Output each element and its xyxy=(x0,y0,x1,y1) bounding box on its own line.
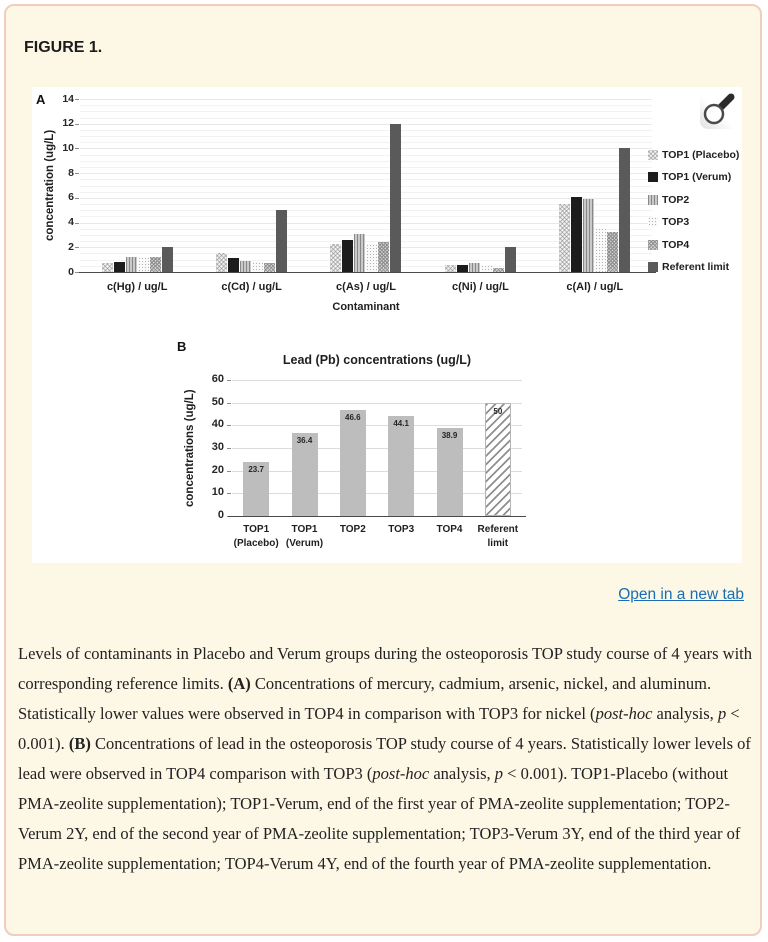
bar xyxy=(559,204,570,272)
figure-actions xyxy=(618,586,744,604)
caption-segment: post-hoc xyxy=(595,704,653,723)
y-tick-label: 60 xyxy=(211,373,224,385)
y-tick-mark xyxy=(75,198,79,199)
bar-value-label: 46.6 xyxy=(345,413,361,423)
legend-label: TOP1 (Verum) xyxy=(662,171,732,184)
bar xyxy=(216,253,227,272)
y-tick-label: 4 xyxy=(68,216,74,229)
bar xyxy=(114,262,125,272)
x-category-label: TOP2 xyxy=(339,524,366,535)
bar xyxy=(252,262,263,272)
y-tick-label: 0 xyxy=(68,265,74,278)
bar xyxy=(607,232,618,272)
bar xyxy=(342,240,353,272)
bar xyxy=(469,263,480,272)
caption-segment: Concentrations of lead in the osteoporosis TOP study course of 4 years. Statistically lower levels of lead were observed in TOP4 comparison with TOP3 ( xyxy=(18,734,751,783)
legend-swatch xyxy=(648,240,658,250)
bar-group xyxy=(80,99,194,272)
legend-label: TOP4 xyxy=(662,238,690,251)
gridline xyxy=(232,448,522,449)
x-category-label: Referent xyxy=(477,524,519,535)
legend-item xyxy=(648,239,689,251)
caption-segment: < 0.001). TOP1-Placebo (without PMA-zeolite supplementation); TOP1-Verum, end of the first year of PMA-zeolite supplementation; TOP2-Verum 2Y, end of the second year of PMA-zeolite supplementation; TOP3-Verum 3Y, end of the third year of PMA-zeolite supplementation; TOP4-Verum 4Y, end of the fourth year of PMA-zeolite supplementation. xyxy=(18,764,741,873)
x-axis-line xyxy=(228,516,526,517)
gridline xyxy=(232,380,522,381)
y-tick-mark xyxy=(75,124,79,125)
bar xyxy=(571,197,582,272)
y-tick-label: 10 xyxy=(211,486,224,499)
chart-b-title: Lead (Pb) concentrations (ug/L) xyxy=(282,353,472,367)
panel-b-label: B xyxy=(177,339,187,354)
bar xyxy=(378,242,389,272)
x-category-label: c(Al) / ug/L xyxy=(566,281,624,293)
bar-value-label: 23.7 xyxy=(248,465,264,475)
chart-b-y-axis-title: concentrations (ug/L) xyxy=(184,389,196,507)
chart-a-y-axis-title: concentration (ug/L) xyxy=(44,129,56,242)
caption-segment: Levels of contaminants in Placebo and Verum groups during the osteoporosis TOP study course of 4 years with corresponding reference limits. xyxy=(18,644,752,693)
bar xyxy=(340,410,366,516)
figure-caption xyxy=(18,639,756,879)
chart-a-x-axis-title: Contaminant xyxy=(332,301,400,313)
x-category-label: c(Hg) / ug/L xyxy=(106,281,168,293)
bar xyxy=(595,228,606,272)
bar-group xyxy=(538,99,652,272)
y-tick-label: 20 xyxy=(211,463,224,476)
figure-image xyxy=(32,87,742,563)
bar xyxy=(126,257,137,272)
y-tick-label: 8 xyxy=(68,166,74,179)
figure-title: FIGURE 1. xyxy=(24,39,103,56)
x-category-label: TOP1 xyxy=(291,524,318,535)
bar xyxy=(102,263,113,272)
legend-swatch xyxy=(648,195,658,205)
bar xyxy=(366,244,377,272)
caption-segment: Concentrations of mercury, cadmium, arsenic, nickel, and aluminum. Statistically lower values were observed in TOP4 in comparison with TOP3 for nickel ( xyxy=(18,674,712,723)
bar xyxy=(485,403,511,516)
caption-segment: (B) xyxy=(68,734,91,753)
caption-segment: < 0.001). xyxy=(18,704,740,753)
bar-group xyxy=(309,99,423,272)
bar xyxy=(243,462,269,516)
legend-item xyxy=(648,149,739,161)
legend-swatch xyxy=(648,150,658,160)
x-axis-line xyxy=(76,272,656,273)
x-category-label: TOP3 xyxy=(388,524,415,535)
y-tick-mark xyxy=(75,247,79,248)
bar-value-label: 50 xyxy=(493,406,503,416)
caption-segment: p xyxy=(717,704,727,723)
bar xyxy=(445,265,456,272)
bar-value-label: 38.9 xyxy=(441,430,458,440)
gridline xyxy=(232,425,522,426)
bar xyxy=(457,265,468,272)
legend-item xyxy=(648,261,729,273)
x-category-label: limit xyxy=(487,538,509,549)
bar-group xyxy=(423,99,537,272)
legend-item xyxy=(648,216,689,228)
gridline xyxy=(232,471,522,472)
legend-item xyxy=(648,171,731,183)
bar xyxy=(292,433,318,516)
legend-label: TOP2 xyxy=(662,193,690,206)
y-tick-mark xyxy=(75,272,79,273)
x-category-label: TOP4 xyxy=(436,524,463,535)
y-tick-mark xyxy=(227,425,231,426)
bar xyxy=(619,148,630,272)
y-tick-mark xyxy=(227,448,231,449)
bar xyxy=(138,257,149,272)
bar xyxy=(276,210,287,272)
y-tick-mark xyxy=(227,493,231,494)
open-in-new-tab-link[interactable]: Open in a new tab xyxy=(618,586,744,603)
x-category-label: (Verum) xyxy=(285,538,324,549)
bar xyxy=(240,261,251,272)
x-category-label: TOP1 xyxy=(243,524,270,535)
y-tick-label: 12 xyxy=(62,117,74,130)
bar xyxy=(150,257,161,272)
y-tick-label: 50 xyxy=(211,395,224,408)
caption-segment: p xyxy=(494,764,504,783)
caption-segment: analysis, xyxy=(652,704,718,723)
y-tick-mark xyxy=(75,223,79,224)
y-tick-mark xyxy=(227,403,231,404)
x-category-label: c(As) / ug/L xyxy=(336,281,396,293)
legend-swatch xyxy=(648,217,658,227)
bar xyxy=(264,263,275,272)
y-tick-mark xyxy=(75,99,79,100)
bar xyxy=(505,247,516,272)
y-tick-label: 10 xyxy=(62,141,74,154)
legend-label: TOP3 xyxy=(662,216,690,229)
caption-segment: analysis, xyxy=(429,764,495,783)
bar xyxy=(354,234,365,272)
x-category-label: (Placebo) xyxy=(233,538,279,549)
y-tick-label: 2 xyxy=(68,240,74,253)
gridline xyxy=(232,403,522,404)
y-tick-label: 0 xyxy=(217,509,224,521)
legend-label: Referent limit xyxy=(662,261,730,273)
bar xyxy=(481,265,492,272)
bar xyxy=(388,416,414,516)
gridline xyxy=(232,493,522,494)
bar xyxy=(162,247,173,272)
y-tick-label: 6 xyxy=(68,191,74,204)
bar xyxy=(437,428,463,516)
x-category-label: c(Cd) / ug/L xyxy=(221,281,282,293)
bar-value-label: 44.1 xyxy=(393,419,409,429)
x-category-label: c(Ni) / ug/L xyxy=(451,281,509,293)
legend-item xyxy=(648,194,689,206)
bar xyxy=(583,199,594,272)
magnifier-icon[interactable] xyxy=(700,89,740,129)
y-tick-mark xyxy=(227,380,231,381)
legend-label: TOP1 (Placebo) xyxy=(662,149,740,161)
bar xyxy=(493,268,504,272)
figure-card xyxy=(4,4,762,936)
legend-swatch xyxy=(648,262,658,272)
y-tick-label: 30 xyxy=(211,441,224,453)
magnifier-glyph xyxy=(700,89,740,129)
y-tick-mark xyxy=(75,148,79,149)
panel-a-label: A xyxy=(36,92,46,107)
bar-value-label: 36.4 xyxy=(296,436,313,446)
y-tick-mark xyxy=(75,173,79,174)
y-tick-mark xyxy=(227,471,231,472)
bar xyxy=(390,124,401,272)
y-tick-label: 40 xyxy=(211,418,224,431)
y-tick-label: 14 xyxy=(62,92,74,105)
caption-segment: post-hoc xyxy=(372,764,430,783)
caption-segment: (A) xyxy=(227,674,251,693)
bar-group xyxy=(194,99,308,272)
bar xyxy=(228,258,239,272)
bar xyxy=(330,244,341,272)
legend-swatch xyxy=(648,172,658,182)
